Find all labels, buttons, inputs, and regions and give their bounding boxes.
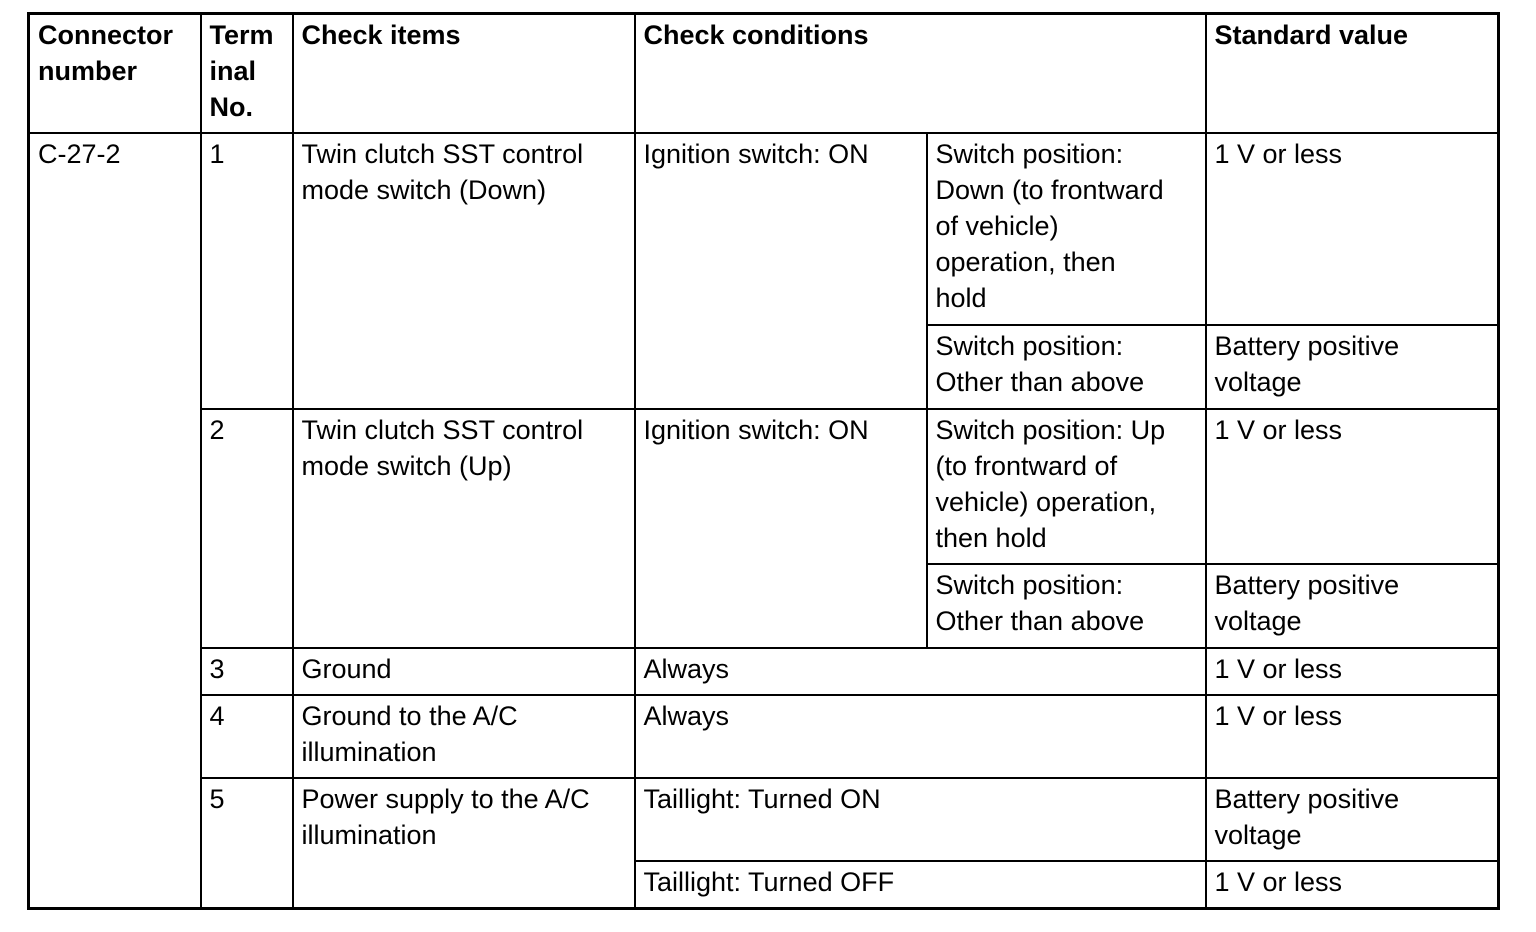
check-condition-cell: Always [635,648,1206,695]
check-condition-cell: Always [635,695,1206,778]
check-item-cell: Power supply to the A/C illumination [293,778,635,909]
table-row [29,409,1499,564]
table-row [29,648,1499,695]
switch-position-cell: Switch position: Down (to frontward of vehicle) operation, then hold [927,133,1206,325]
switch-position-cell: Switch position: Up (to frontward of vehicle) operation, then hold [927,409,1206,564]
check-condition-cell: Ignition switch: ON [635,133,927,409]
check-condition-cell: Ignition switch: ON [635,409,927,648]
switch-position-cell: Switch position: Other than above [927,325,1206,409]
header-check-conditions: Check conditions [635,14,1206,133]
terminal-cell: 3 [201,648,293,695]
check-item-cell: Twin clutch SST control mode switch (Down) [293,133,635,409]
standard-value-cell: Battery positive voltage [1206,564,1499,648]
table-row [29,695,1499,778]
terminal-cell: 4 [201,695,293,778]
inspection-table [27,12,1500,910]
header-row [29,14,1499,133]
check-item-cell: Ground to the A/C illumination [293,695,635,778]
check-condition-cell: Taillight: Turned OFF [635,861,1206,909]
check-item-cell: Twin clutch SST control mode switch (Up) [293,409,635,648]
connector-number-cell: C-27-2 [29,133,201,909]
header-terminal-no: Term inal No. [201,14,293,133]
standard-value-cell: Battery positive voltage [1206,778,1499,861]
standard-value-cell: 1 V or less [1206,133,1499,325]
standard-value-cell: 1 V or less [1206,648,1499,695]
check-condition-cell: Taillight: Turned ON [635,778,1206,861]
terminal-cell: 5 [201,778,293,909]
standard-value-cell: 1 V or less [1206,409,1499,564]
switch-position-cell: Switch position: Other than above [927,564,1206,648]
standard-value-cell: 1 V or less [1206,695,1499,778]
standard-value-cell: Battery positive voltage [1206,325,1499,409]
standard-value-cell: 1 V or less [1206,861,1499,909]
terminal-cell: 2 [201,409,293,648]
table-row [29,778,1499,861]
header-connector-number: Connector number [29,14,201,133]
check-item-cell: Ground [293,648,635,695]
header-check-items: Check items [293,14,635,133]
table-row [29,133,1499,325]
terminal-cell: 1 [201,133,293,409]
header-standard-value: Standard value [1206,14,1499,133]
